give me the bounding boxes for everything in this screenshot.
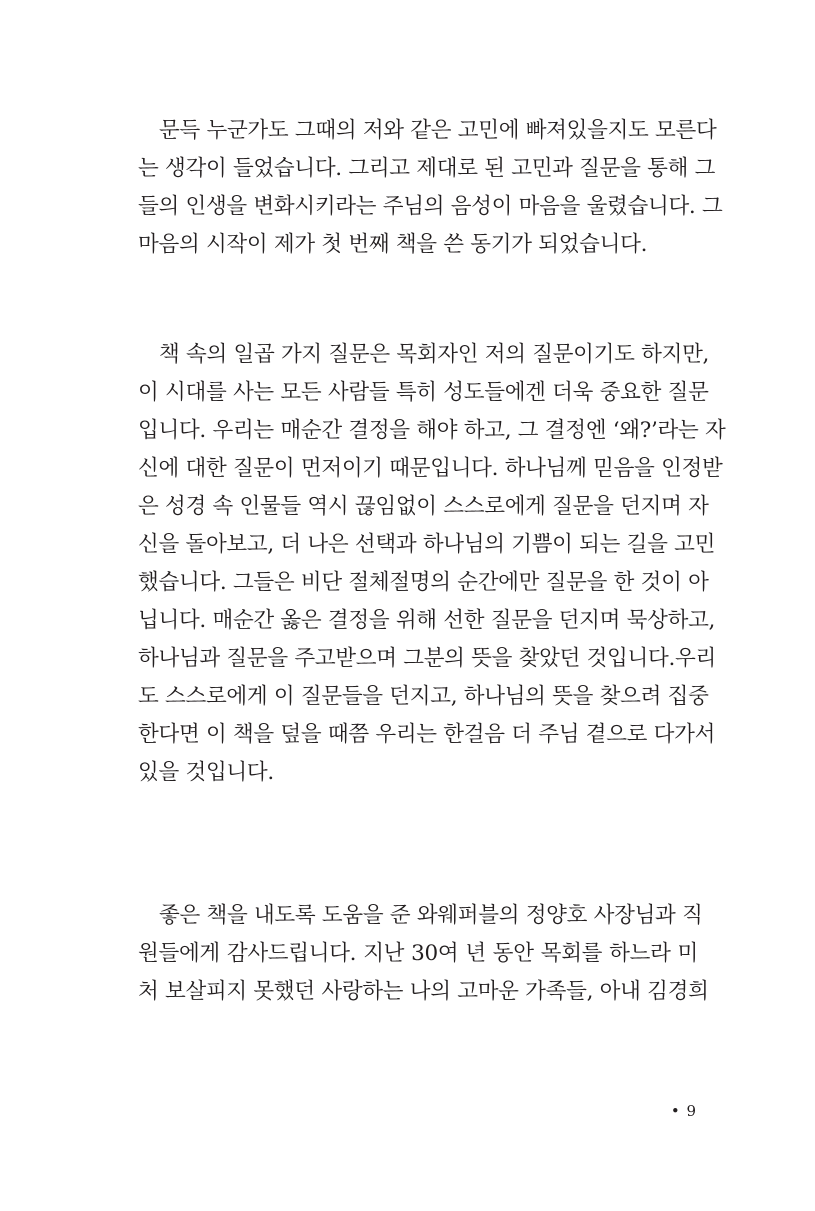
paragraph-line: 들의 인생을 변화시키라는 주님의 음성이 마음을 울렸습니다. 그 bbox=[138, 194, 723, 219]
paragraph-line: 이 시대를 사는 모든 사람들 특히 성도들에겐 더욱 중요한 질문 bbox=[138, 380, 709, 405]
paragraph-line: 신을 돌아보고, 더 나은 선택과 하나님의 기쁨이 되는 길을 고민 bbox=[138, 532, 716, 557]
paragraph-line: 신에 대한 질문이 먼저이기 때문입니다. 하나님께 믿음을 인정받 bbox=[138, 456, 723, 481]
paragraph-line: 은 성경 속 인물들 역시 끊임없이 스스로에게 질문을 던지며 자 bbox=[138, 494, 709, 519]
paragraph-1 bbox=[138, 112, 723, 264]
paragraph-line: 마음의 시작이 제가 첫 번째 책을 쓴 동기가 되었습니다. bbox=[138, 232, 648, 257]
paragraph-line: 원들에게 감사드립니다. 지난 30여 년 동안 목회를 하느라 미 bbox=[138, 941, 698, 966]
paragraph-line: 하나님과 질문을 주고받으며 그분의 뜻을 찾았던 것입니다.우리 bbox=[138, 646, 716, 671]
paragraph-line: 있을 것입니다. bbox=[138, 760, 274, 785]
paragraph-line: 한다면 이 책을 덮을 때쯤 우리는 한걸음 더 주님 곁으로 다가서 bbox=[138, 722, 716, 747]
paragraph-line: 처 보살피지 못했던 사랑하는 나의 고마운 가족들, 아내 김경희 bbox=[138, 979, 709, 1004]
paragraph-line: 도 스스로에게 이 질문들을 던지고, 하나님의 뜻을 찾으려 집중 bbox=[138, 684, 709, 709]
paragraph-line: 닙니다. 매순간 옳은 결정을 위해 선한 질문을 던지며 묵상하고, bbox=[138, 608, 716, 633]
paragraph-2 bbox=[138, 336, 726, 792]
paragraph-line: 문득 누군가도 그때의 저와 같은 고민에 빠져있을지도 모른다 bbox=[159, 118, 717, 143]
page-number: • 9 bbox=[670, 1102, 697, 1120]
paragraph-line: 좋은 책을 내도록 도움을 준 와웨퍼블의 정양호 사장님과 직 bbox=[159, 903, 703, 928]
paragraph-line: 는 생각이 들었습니다. 그리고 제대로 된 고민과 질문을 통해 그 bbox=[138, 156, 716, 181]
paragraph-3 bbox=[138, 897, 709, 1011]
paragraph-line: 했습니다. 그들은 비단 절체절명의 순간에만 질문을 한 것이 아 bbox=[138, 570, 709, 595]
paragraph-line: 입니다. 우리는 매순간 결정을 해야 하고, 그 결정엔 ‘왜?’라는 자 bbox=[138, 418, 726, 443]
paragraph-line: 책 속의 일곱 가지 질문은 목회자인 저의 질문이기도 하지만, bbox=[159, 342, 710, 367]
